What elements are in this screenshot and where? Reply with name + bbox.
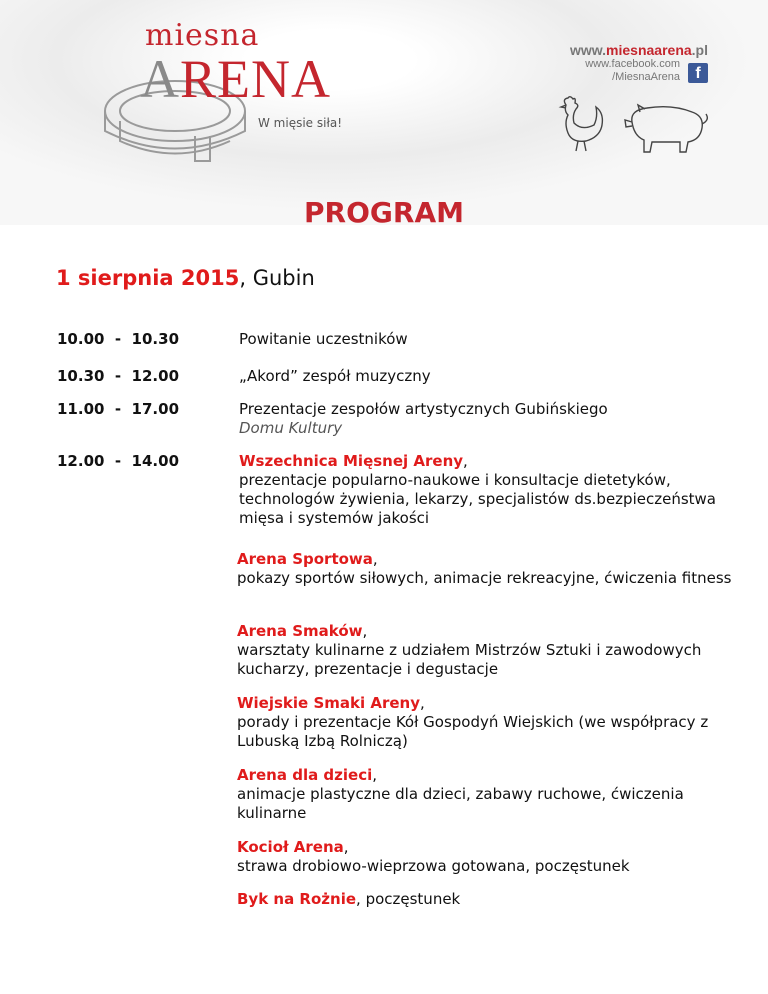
schedule-text xyxy=(239,400,737,438)
schedule-time: 11.00 - 17.00 xyxy=(57,400,180,418)
event-item: Kocioł Arena, strawa drobiowo-wieprzowa gotowana, poczęstunek xyxy=(237,838,737,890)
logo-arena xyxy=(140,48,331,110)
slogan: W mięsie siła! xyxy=(258,116,343,130)
event-name: Arena Smaków xyxy=(237,622,363,640)
facebook-line2: /MiesnaArena xyxy=(612,71,680,83)
event-item: Arena dla dzieci, animacje plastyczne dla dzieci, zabawy ruchowe, ćwiczenia kulinarne xyxy=(237,766,737,838)
event-description: porady i prezentacje Kół Gospodyń Wiejskich (we współpracy z Lubuską Izbą Rolniczą) xyxy=(237,713,709,750)
event-date-location xyxy=(56,266,315,290)
page-title: PROGRAM xyxy=(304,196,464,229)
event-description: strawa drobiowo-wieprzowa gotowana, poczęstunek xyxy=(237,857,630,875)
schedule-highlight: Wszechnica Mięsnej Areny xyxy=(239,452,464,470)
schedule-text: Wszechnica Mięsnej Areny, prezentacje popularno-naukowe i konsultacje dietetyków, technologów żywienia, lekarzy, specjalistów ds.bezpieczeństwa mięsa i systemów jakości xyxy=(239,452,737,528)
event-item: Arena Smaków, warsztaty kulinarne z udziałem Mistrzów Sztuki i zawodowych kucharzy, prezentacje i degustacje xyxy=(237,622,737,694)
pig-icon xyxy=(622,100,712,155)
event-location: , Gubin xyxy=(239,266,315,290)
event-name: Arena dla dzieci xyxy=(237,766,373,784)
facebook-icon[interactable]: f xyxy=(688,63,708,83)
facebook-line1: www.facebook.com xyxy=(585,58,680,70)
event-name: Arena Sportowa xyxy=(237,550,373,568)
logo-arena-a: A xyxy=(140,49,180,109)
logo xyxy=(100,18,400,168)
event-item: Byk na Rożnie, poczęstunek xyxy=(237,890,461,908)
schedule-time: 12.00 - 14.00 xyxy=(57,452,180,470)
contact-block xyxy=(570,42,708,84)
website-suffix: .pl xyxy=(691,42,708,58)
event-name: Byk na Rożnie xyxy=(237,890,357,908)
schedule-text: Powitanie uczestników xyxy=(239,330,408,348)
event-item: Wiejskie Smaki Areny, porady i prezentacje Kół Gospodyń Wiejskich (we współpracy z Lubuską Izbą Rolniczą) xyxy=(237,694,737,766)
rooster-icon xyxy=(554,95,609,155)
schedule-text: „Akord” zespół muzyczny xyxy=(239,367,431,385)
website-accent: miesnaarena xyxy=(606,42,692,58)
schedule-description: prezentacje popularno-naukowe i konsultacje dietetyków, technologów żywienia, lekarzy, specjalistów ds.bezpieczeństwa mięsa i systemów jakości xyxy=(239,471,716,527)
schedule-text-main: Prezentacje zespołów artystycznych Gubińskiego xyxy=(239,400,608,418)
event-description: warsztaty kulinarne z udziałem Mistrzów Sztuki i zawodowych kucharzy, prezentacje i degustacje xyxy=(237,641,702,678)
event-name: Wiejskie Smaki Areny xyxy=(237,694,420,712)
schedule-time: 10.00 - 10.30 xyxy=(57,330,180,348)
website-prefix: www. xyxy=(570,42,607,58)
event-description: animacje plastyczne dla dzieci, zabawy ruchowe, ćwiczenia kulinarne xyxy=(237,785,684,822)
event-item: Arena Sportowa, pokazy sportów siłowych, animacje rekreacyjne, ćwiczenia fitness xyxy=(237,550,737,622)
schedule-row xyxy=(57,367,737,400)
event-description: poczęstunek xyxy=(360,890,461,908)
schedule-row xyxy=(57,330,737,367)
schedule-time: 10.30 - 12.00 xyxy=(57,367,180,385)
logo-miesna: miesna xyxy=(145,18,260,53)
logo-arena-rest: RENA xyxy=(180,49,331,109)
schedule-subtext: Domu Kultury xyxy=(239,419,343,437)
facebook-link[interactable] xyxy=(570,58,680,84)
schedule xyxy=(57,330,737,909)
event-description: pokazy sportów siłowych, animacje rekreacyjne, ćwiczenia fitness xyxy=(237,569,732,587)
event-date: 1 sierpnia 2015 xyxy=(56,266,240,290)
schedule-row xyxy=(57,452,737,550)
event-name: Kocioł Arena xyxy=(237,838,344,856)
website-link[interactable] xyxy=(570,42,708,58)
schedule-row xyxy=(57,400,737,452)
